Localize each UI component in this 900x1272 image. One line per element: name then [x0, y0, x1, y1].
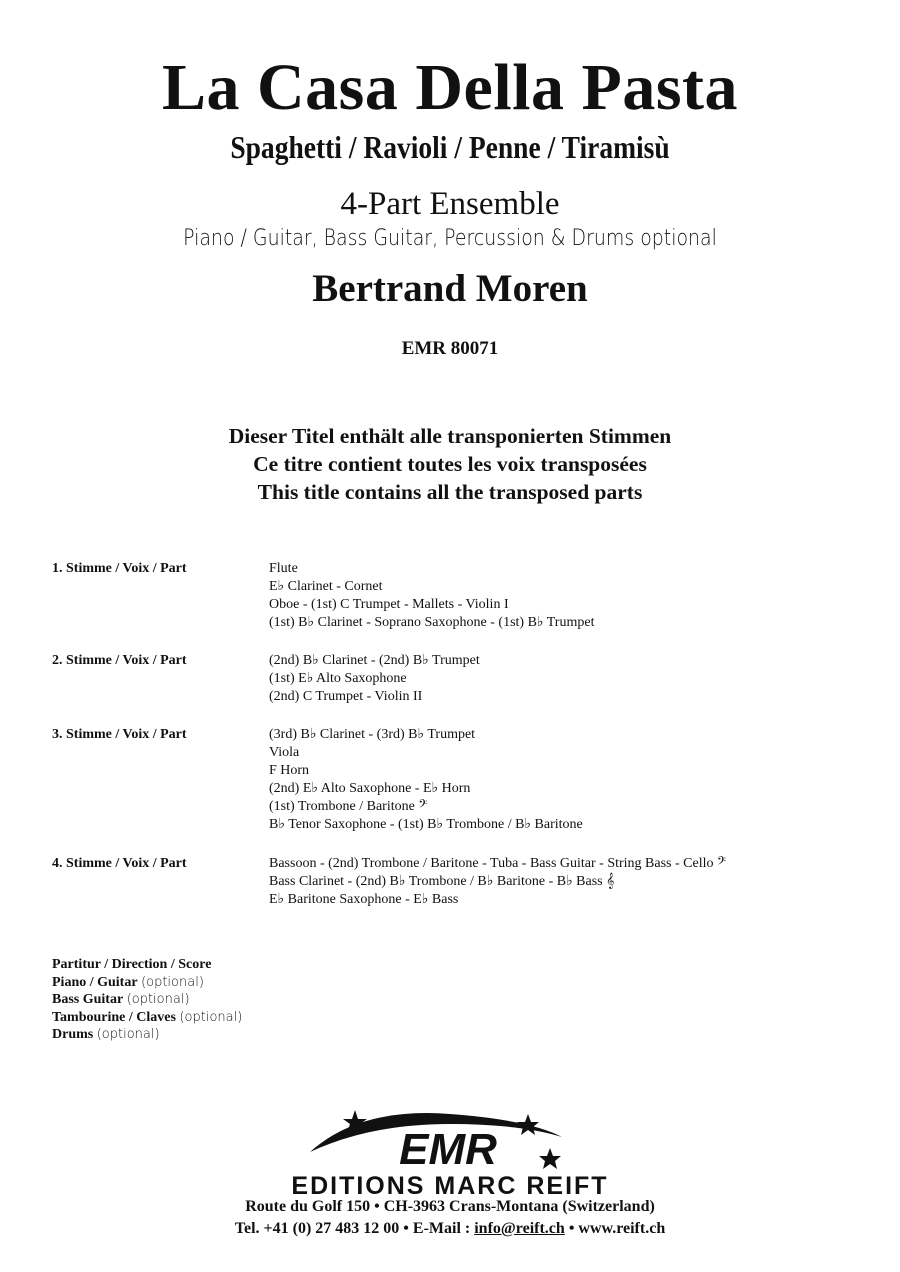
subtitle: Spaghetti / Ravioli / Penne / Tiramisù: [230, 129, 670, 165]
part-1-label: 1. Stimme / Voix / Part: [52, 561, 187, 576]
part-2-instruments: [269, 652, 480, 706]
part-3-label: 3. Stimme / Voix / Part: [52, 727, 187, 742]
drums-line: Drums (optional): [52, 1027, 160, 1042]
instrument-line: Viola: [269, 745, 300, 760]
part-4-label: 4. Stimme / Voix / Part: [52, 856, 187, 871]
svg-text:EMR: EMR: [399, 1125, 497, 1174]
instrument-line: (1st) Trombone / Baritone 𝄢: [269, 799, 428, 814]
part-1-instruments: [269, 560, 594, 632]
instrument-line: B♭ Tenor Saxophone - (1st) B♭ Trombone / B♭ Baritone: [269, 817, 583, 832]
instrument-line: E♭ Baritone Saxophone - E♭ Bass: [269, 892, 459, 907]
instrument-line: (2nd) C Trumpet - Violin II: [269, 689, 423, 704]
optional-instruments: Piano / Guitar, Bass Guitar, Percussion & Drums optional: [183, 226, 717, 251]
instrument-line: (2nd) E♭ Alto Saxophone - E♭ Horn: [269, 781, 471, 796]
composer-name: Bertrand Moren: [312, 267, 588, 310]
publisher-address: Route du Golf 150 • CH-3963 Crans-Montana (Switzerland): [245, 1198, 655, 1215]
piano-line: Piano / Guitar (optional): [52, 974, 204, 990]
catalog-number: EMR 80071: [401, 338, 499, 359]
part-4-instruments: [269, 855, 726, 909]
email-link[interactable]: info@reift.ch: [474, 1220, 565, 1237]
part-3-instruments: [269, 726, 583, 834]
score-line: Partitur / Direction / Score: [52, 957, 212, 972]
instrument-line: E♭ Clarinet - Cornet: [269, 579, 383, 594]
bass-guitar-line: Bass Guitar (optional): [52, 992, 190, 1007]
part-2-label: 2. Stimme / Voix / Part: [52, 653, 187, 668]
instrument-line: Bassoon - (2nd) Trombone / Baritone - Tuba - Bass Guitar - String Bass - Cello 𝄢: [269, 856, 726, 871]
instrument-line: Flute: [269, 561, 298, 576]
instrument-line: (1st) B♭ Clarinet - Soprano Saxophone - (1st) B♭ Trumpet: [269, 615, 595, 630]
instrument-line: Oboe - (1st) C Trumpet - Mallets - Violin I: [269, 597, 509, 612]
instrument-line: (3rd) B♭ Clarinet - (3rd) B♭ Trumpet: [269, 727, 476, 742]
publisher-contact: Tel. +41 (0) 27 483 12 00 • E-Mail : info@reift.ch • www.reift.ch: [234, 1220, 666, 1237]
instrument-line: F Horn: [269, 763, 310, 778]
notice-french: Ce titre contient toutes les voix transposées: [253, 452, 647, 476]
tambourine-line: Tambourine / Claves (optional): [52, 1009, 243, 1025]
ensemble-type: 4-Part Ensemble: [340, 186, 560, 222]
page-title: La Casa Della Pasta: [162, 51, 738, 124]
instrument-line: (1st) E♭ Alto Saxophone: [269, 671, 407, 686]
emr-logo: [300, 1102, 600, 1182]
instrument-line: Bass Clarinet - (2nd) B♭ Trombone / B♭ Baritone - B♭ Bass 𝄞: [269, 874, 615, 889]
notice-german: Dieser Titel enthält alle transponierten Stimmen: [228, 424, 672, 448]
notice-english: This title contains all the transposed parts: [257, 480, 643, 504]
publisher-name: EDITIONS MARC REIFT: [291, 1172, 609, 1200]
extra-parts-list: [52, 956, 242, 1044]
instrument-line: (2nd) B♭ Clarinet - (2nd) B♭ Trumpet: [269, 653, 480, 668]
